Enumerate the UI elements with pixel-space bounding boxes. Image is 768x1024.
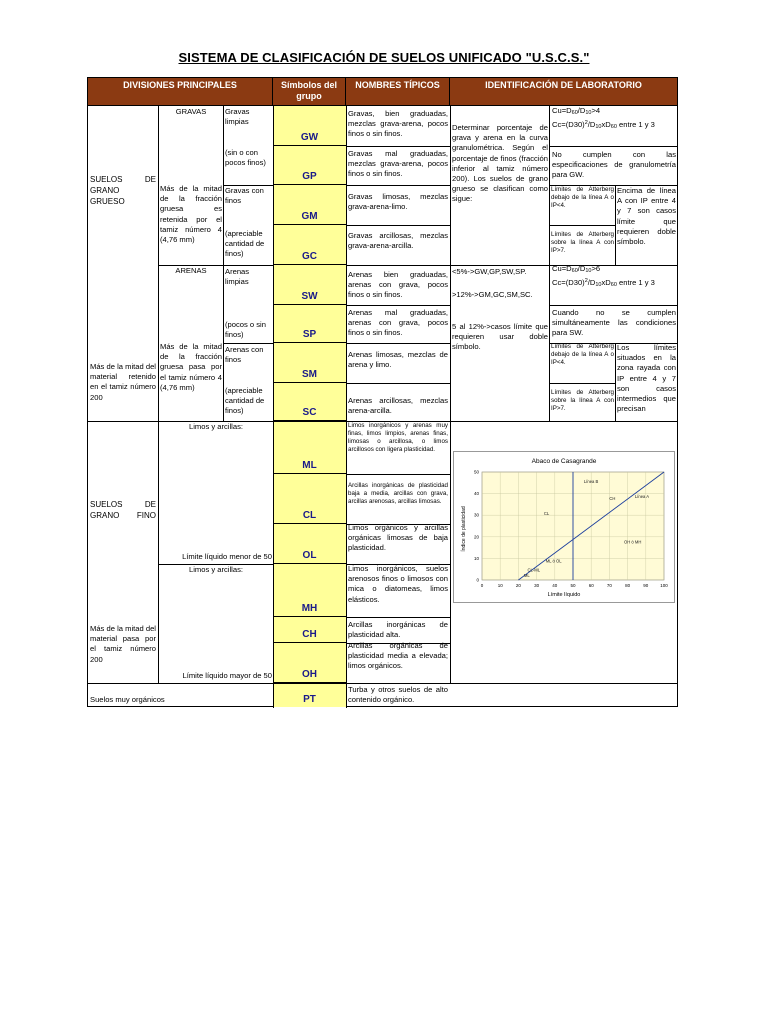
header-divisiones-text: DIVISIONES PRINCIPALES [123,80,237,90]
rule-h-names-ml [346,474,450,475]
rule-v7 [615,185,616,265]
name-pt [348,685,448,707]
lab-grava-intro-text: Determinar porcentaje de grava y arena en la curva granulométrica. Según el porcentaje de finos (fracción inferior al tamiz número 200). Los suelos de grano grueso se clasifican como sigue: [452,123,548,204]
classification-table [87,77,678,707]
fine-mas-mitad [90,624,156,680]
name-sm-text: Arenas limosas, mezclas de arena y limo. [348,350,448,370]
name-gc-text: Gravas arcillosas, mezclas grava-arena-arcilla. [348,231,448,251]
symbol-gc-text: GC [302,250,317,262]
header-nombres-text: NOMBRES TÍPICOS [355,80,440,90]
chart-x-tick-label: 40 [552,583,558,588]
name-gw [348,109,448,145]
lab-gw-cu: $Cu=D_{60}/D_{10}>4$ [552,106,601,116]
arenas-con-finos-note-text: (apreciable cantidad de finos) [225,386,265,416]
chart-annotation: CH [609,496,616,502]
chart-x-tick-label: 60 [588,583,594,588]
symbol-sp [273,305,346,343]
rule-h-names-6 [346,343,450,344]
fine-label-text: SUELOS DE GRANO FINO [90,500,156,520]
chart-y-tick-label: 50 [473,469,479,475]
name-gm [348,192,448,224]
fine-limos-2-text: Limos y arcillas: [188,565,243,574]
coarse-mas-mitad-text: Más de la mitad del material retenido en el tamiz número 200 [90,362,156,402]
lab-rule-2-text: >12%->GM,GC,SM,SC. [452,290,533,299]
symbol-gc [273,225,346,265]
gravas-limpias-text: Gravas limpias [225,107,250,127]
arenas-limpias-note-text: (pocos o sin finos) [225,320,266,340]
arenas-desc-text: Más de la mitad de la fracción gruesa pasa por el tamiz número 4 (4,76 mm) [160,342,222,392]
gravas-con-finos [225,186,271,208]
gravas-label [160,107,222,119]
symbol-gm-text: GM [301,210,318,222]
chart-x-tick-label: 10 [497,583,503,588]
gravas-con-finos-note [225,229,271,263]
chart-title: Abaco de Casagrande [531,458,597,465]
rule-v8 [615,343,616,421]
fine-limite-1 [160,552,272,564]
casagrande-chart [453,451,675,603]
gravas-desc [160,184,222,264]
symbol-gp [273,146,346,185]
chart-annotation: Línea B [583,478,599,484]
gravas-desc-text: Más de la mitad de la fracción gruesa es retenida por el tamiz número 4 (4,76 mm) [160,184,222,245]
lab-sw-criteria [552,264,676,304]
symbol-ch-text: CH [302,628,317,640]
chart-y-tick-label: 30 [473,512,479,518]
lab-gw-criteria [552,106,676,145]
chart-annotation: ML [523,572,530,578]
header-simbolos [273,78,346,106]
arenas-limpias [225,267,271,289]
fine-label [90,499,156,523]
arenas-label-text: ARENAS [175,266,207,275]
symbol-ol [273,524,346,564]
symbol-pt [273,683,346,707]
rule-v6 [549,106,550,421]
header-nombres [346,78,450,106]
symbol-cl-text: CL [302,509,317,521]
lab-gp-note-text: No cumplen con las especificaciones de granulometría para GW. [552,150,676,180]
symbol-sw [273,265,346,305]
rule-h-lab-1 [549,146,677,147]
arenas-label [160,266,222,278]
symbol-oh-text: OH [302,668,317,680]
symbol-gm [273,185,346,225]
chart-x-tick-label: 50 [570,583,576,588]
gravas-con-finos-note-text: (apreciable cantidad de finos) [225,229,265,259]
coarse-label [90,174,156,208]
chart-grid [474,470,668,589]
name-mh-text: Limos inorgánicos, suelos arenosos finos o limosos con mica o diatomeas, limos elásticos. [348,564,448,604]
symbol-pt-text: PT [303,693,316,705]
chart-y-tick-label: 20 [473,534,479,540]
fine-limite-1-text: Límite líquido menor de 50 [182,552,272,561]
chart-x-tick-label: 80 [625,583,631,588]
lab-rule-1 [452,267,548,279]
chart-annotation: ML ó OL [545,558,562,564]
rule-h-names-3 [346,225,450,226]
symbol-sp-text: SP [302,328,317,340]
gravas-limpias-note [225,148,271,182]
rule-v1 [158,106,159,421]
name-ml [348,422,448,472]
symbol-cl [273,474,346,524]
chart-x-tick-label: 100 [660,583,668,588]
name-gp-text: Gravas mal graduadas, mezclas grava-arena, pocos finos o sin finos. [348,149,448,179]
rule-h-lab-5 [549,305,677,306]
name-gp [348,149,448,184]
lab-sp-note [552,308,676,342]
fine-limite-2-text: Límite líquido mayor de 50 [182,671,272,680]
rule-h-names-1 [346,146,450,147]
coarse-mas-mitad [90,362,156,422]
fine-limite-2 [160,671,272,683]
symbol-gp-text: GP [302,170,317,182]
header-divisiones [88,78,273,106]
name-sm [348,350,448,382]
lab-sm-sc-note-text: Los límites situados en la zona rayada con IP entre 4 y 7 son casos intermedios que precisan [617,343,676,414]
lab-sm-limit-text: Límites de Atterberg debajo de la línea A o IP<4. [551,343,614,366]
name-gm-text: Gravas limosas, mezclas grava-arena-limo. [348,192,448,212]
name-gc [348,231,448,264]
lab-sm-sc-note [617,343,676,420]
lab-gc-limit-text: Límites de Atterberg sobre la línea A con IP>7. [551,231,614,254]
name-oh [348,641,448,682]
chart-y-tick-label: 40 [473,491,479,497]
rule-h-lab-3 [549,225,615,226]
lab-sp-note-text: Cuando no se cumplen simultáneamente las condiciones para SW. [552,308,676,338]
header-identificacion [450,78,677,106]
symbol-ml-text: ML [302,459,317,471]
chart-annotation: CL-ML [527,567,541,573]
gravas-limpias-note-text: (sin o con pocos finos) [225,148,266,168]
lab-gp-note [552,150,676,184]
rule-h-names-mh [346,617,450,618]
name-ol-text: Limos orgánicos y arcillas orgánicas limosas de baja plasticidad. [348,523,448,553]
lab-grava-intro [452,123,548,263]
chart-x-tick-label: 70 [606,583,612,588]
coarse-label-text: SUELOS DE GRANO GRUESO [90,175,156,206]
name-cl [348,482,448,523]
name-ch-text: Arcillas inorgánicas de plasticidad alta. [348,620,448,640]
rule-h-organic [88,683,677,684]
rule-h-names-2 [346,185,450,186]
rule-h-names-5 [346,305,450,306]
name-sp [348,308,448,342]
rule-v2 [223,106,224,421]
gravas-con-finos-text: Gravas con finos [225,186,264,206]
gravas-label-text: GRAVAS [175,107,207,116]
name-oh-text: Arcillas orgánicas de plasticidad media a elevada; limos orgánicos. [348,641,448,671]
fine-mas-mitad-text: Más de la mitad del material pasa por el tamiz número 200 [90,624,156,664]
lab-rule-3 [452,322,548,356]
name-ol [348,523,448,563]
lab-rule-1-text: <5%->GW,GP,SW,SP. [452,267,527,276]
symbol-ch [273,617,346,643]
rule-h-names-4 [346,265,450,266]
symbol-gw-text: GW [300,131,319,143]
name-sc-text: Arenas arcillosas, mezclas arena-arcilla. [348,396,448,416]
header-identificacion-text: IDENTIFICACIÓN DE LABORATORIO [485,80,642,90]
rule-v1b [158,421,159,683]
chart-x-tick-label: 90 [643,583,649,588]
chart-annotation: Línea A [634,493,650,499]
name-sp-text: Arenas mal graduadas, arenas con grava, pocos finos o sin finos. [348,308,448,338]
chart-x-tick-label: 30 [534,583,540,588]
rule-v9 [450,421,451,683]
rule-h-lab-7 [549,383,615,384]
symbol-sw-text: SW [301,290,318,302]
arenas-con-finos-text: Arenas con finos [225,345,264,365]
lab-sw-cc: $Cc=(D30)^2/D_{10}xD_{60}$ entre 1 y 3 [552,278,655,289]
lab-rule-2 [452,290,548,302]
chart-y-tick-label: 10 [473,555,479,561]
gravas-limpias [225,107,271,129]
lab-gm-limit [551,186,614,224]
organic-soils-text: Suelos muy orgánicos [90,695,165,704]
symbol-mh-text: MH [301,602,318,614]
rule-h-names-7 [346,383,450,384]
name-gw-text: Gravas, bien graduadas, mezclas grava-arena, pocos finos o sin finos. [348,109,448,139]
chart-y-tick-label: 0 [476,577,479,583]
symbol-sm [273,343,346,383]
name-ch [348,620,448,642]
fine-limos-2 [160,565,272,577]
name-cl-text: Arcillas inorgánicas de plasticidad baja a media, arcillas con grava, arcillas arenosas, arcillas limosas. [348,482,448,505]
arenas-limpias-note [225,320,271,342]
arenas-desc [160,342,222,420]
symbol-gw [273,106,346,146]
chart-annotation: OH ó MH [623,539,642,545]
arenas-limpias-text: Arenas limpias [225,267,250,287]
lab-rule-3-text: 5 al 12%->casos límite que requieren usar doble símbolo. [452,322,548,352]
name-mh [348,564,448,616]
arenas-con-finos-note [225,386,271,420]
arenas-con-finos [225,345,271,367]
chart-x-tick-label: 0 [480,583,484,588]
fine-limos-1 [160,422,272,434]
rule-h-arena-limpias [223,343,273,344]
lab-gc-limit [551,231,614,264]
symbol-sm-text: SM [302,368,317,380]
lab-sm-limit [551,343,614,381]
organic-soils [90,695,270,707]
symbol-sc-text: SC [302,406,317,418]
fine-limos-1-text: Limos y arcillas: [188,422,243,431]
document-title: SISTEMA DE CLASIFICACIÓN DE SUELOS UNIFICADO "U.S.C.S." [178,50,590,65]
rule-v3 [273,106,274,708]
chart-y-label: Índice de plasticidad [461,506,467,552]
lab-sc-limit-text: Límites de Atterberg sobre la línea A con IP>7. [551,389,614,412]
name-pt-text: Turba y otros suelos de alto contenido orgánico. [348,685,448,705]
chart-annotation: CL [543,511,550,517]
header-simbolos-text: Símbolos del grupo [280,80,337,101]
chart-x-label: Límite líquido [547,592,581,598]
name-sw [348,270,448,304]
symbol-oh [273,643,346,683]
lab-sw-cu: $Cu=D_{60}/D_{10}>6$ [552,264,601,274]
name-sw-text: Arenas bien graduadas, arenas con grava, pocos finos o sin finos. [348,270,448,300]
lab-gm-limit-text: Límites de Atterberg debajo de la línea A o IP<4. [551,186,614,209]
casagrande-chart-svg [454,452,674,602]
symbol-ml [273,421,346,474]
symbol-mh [273,564,346,617]
lab-gm-gc-note [617,186,676,264]
symbol-sc [273,383,346,421]
chart-x-tick-label: 20 [515,583,521,588]
rule-v5 [450,106,451,421]
name-ml-text: Limos inorgánicos y arenas muy finas, limos limpios, arenas finas, limosas o arcillosa, o limos arcillosos con ligera plasticidad. [348,422,448,453]
lab-gw-cc: $Cc=(D30)^2/D_{10}xD_{60}$ entre 1 y 3 [552,120,655,131]
name-sc [348,396,448,420]
lab-gm-gc-note-text: Encima de línea A con IP entre 4 y 7 son casos límite que requieren doble símbolo. [617,186,676,247]
symbol-ol-text: OL [302,549,317,561]
lab-sc-limit [551,389,614,420]
